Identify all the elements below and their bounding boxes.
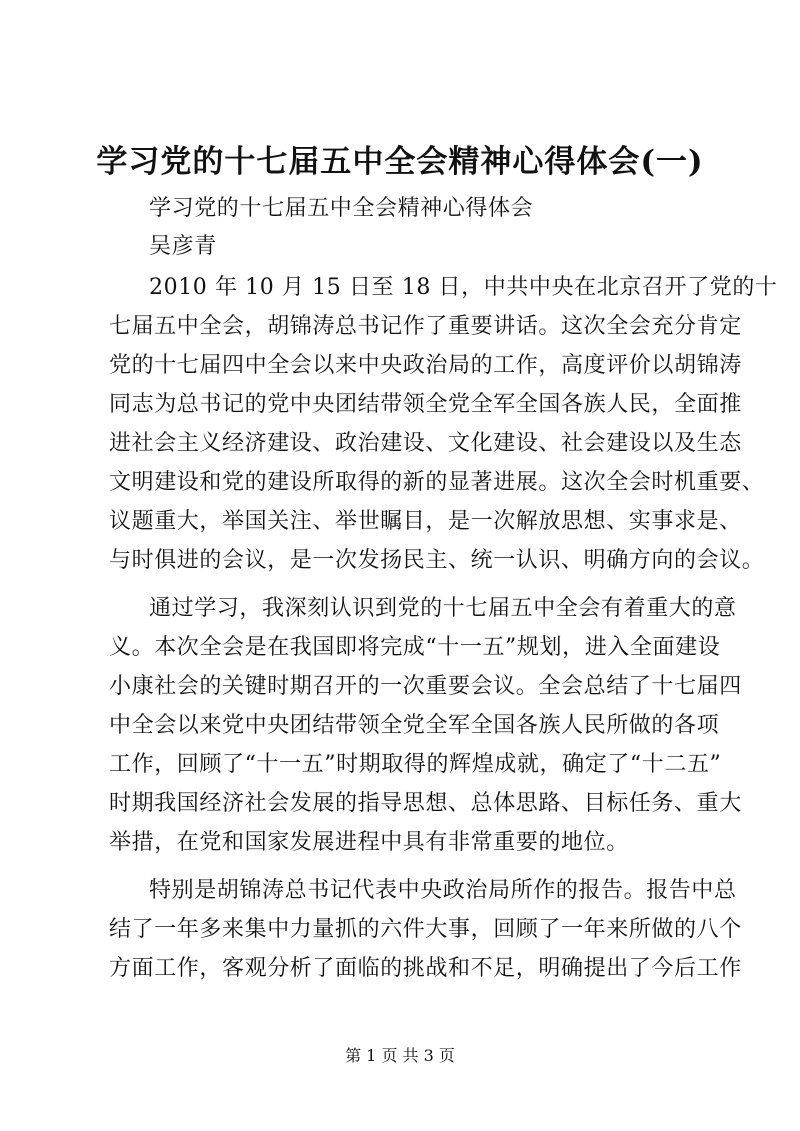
paragraph-2-line: 举措，在党和国家发展进程中具有非常重要的地位。 (109, 830, 629, 855)
paragraph-2-line: 中全会以来党中央团结带领全党全军全国各族人民所做的各项 (109, 713, 720, 738)
document-title: 学习党的十七届五中全会精神心得体会(一) (96, 144, 704, 180)
paragraph-1-line: 2010 年 10 月 15 日至 18 日，中共中央在北京召开了党的十 (149, 275, 778, 300)
paragraph-3-line: 方面工作，客观分析了面临的挑战和不足，明确提出了今后工作 (109, 956, 742, 981)
paragraph-3-line: 特别是胡锦涛总书记代表中央政治局所作的报告。报告中总 (149, 878, 737, 903)
paragraph-1-line: 七届五中全会，胡锦涛总书记作了重要讲话。这次全会充分肯定 (109, 314, 742, 339)
paragraph-2-line: 小康社会的关键时期召开的一次重要会议。全会总结了十七届四 (109, 674, 742, 699)
paragraph-1-line: 同志为总书记的党中央团结带领全党全军全国各族人民，全面推 (109, 392, 742, 417)
subtitle: 学习党的十七届五中全会精神心得体会 (149, 196, 534, 221)
author: 吴彦青 (149, 234, 217, 259)
paragraph-3-line: 结了一年多来集中力量抓的六件大事，回顾了一年来所做的八个 (109, 917, 742, 942)
paragraph-2-line: 义。本次全会是在我国即将完成“十一五”规划，进入全面建设 (109, 635, 721, 660)
paragraph-1-line: 文明建设和党的建设所取得的新的显著进展。这次全会时机重要、 (109, 470, 765, 495)
paragraph-1-line: 进社会主义经济建设、政治建设、文化建设、社会建设以及生态 (109, 431, 742, 456)
paragraph-1-line: 党的十七届四中全会以来中央政治局的工作，高度评价以胡锦涛 (109, 353, 742, 378)
paragraph-2-line: 工作，回顾了“十一五”时期取得的辉煌成就，确定了“十二五” (109, 752, 722, 777)
page-number-footer: 第 1 页 共 3 页 (345, 1046, 455, 1065)
paragraph-1-line: 议题重大，举国关注、举世瞩目，是一次解放思想、实事求是、 (109, 509, 742, 534)
paragraph-2-line: 通过学习，我深刻认识到党的十七届五中全会有着重大的意 (149, 596, 737, 621)
paragraph-2-line: 时期我国经济社会发展的指导思想、总体思路、目标任务、重大 (109, 791, 742, 816)
paragraph-1-line: 与时俱进的会议，是一次发扬民主、统一认识、明确方向的会议。 (109, 548, 765, 573)
